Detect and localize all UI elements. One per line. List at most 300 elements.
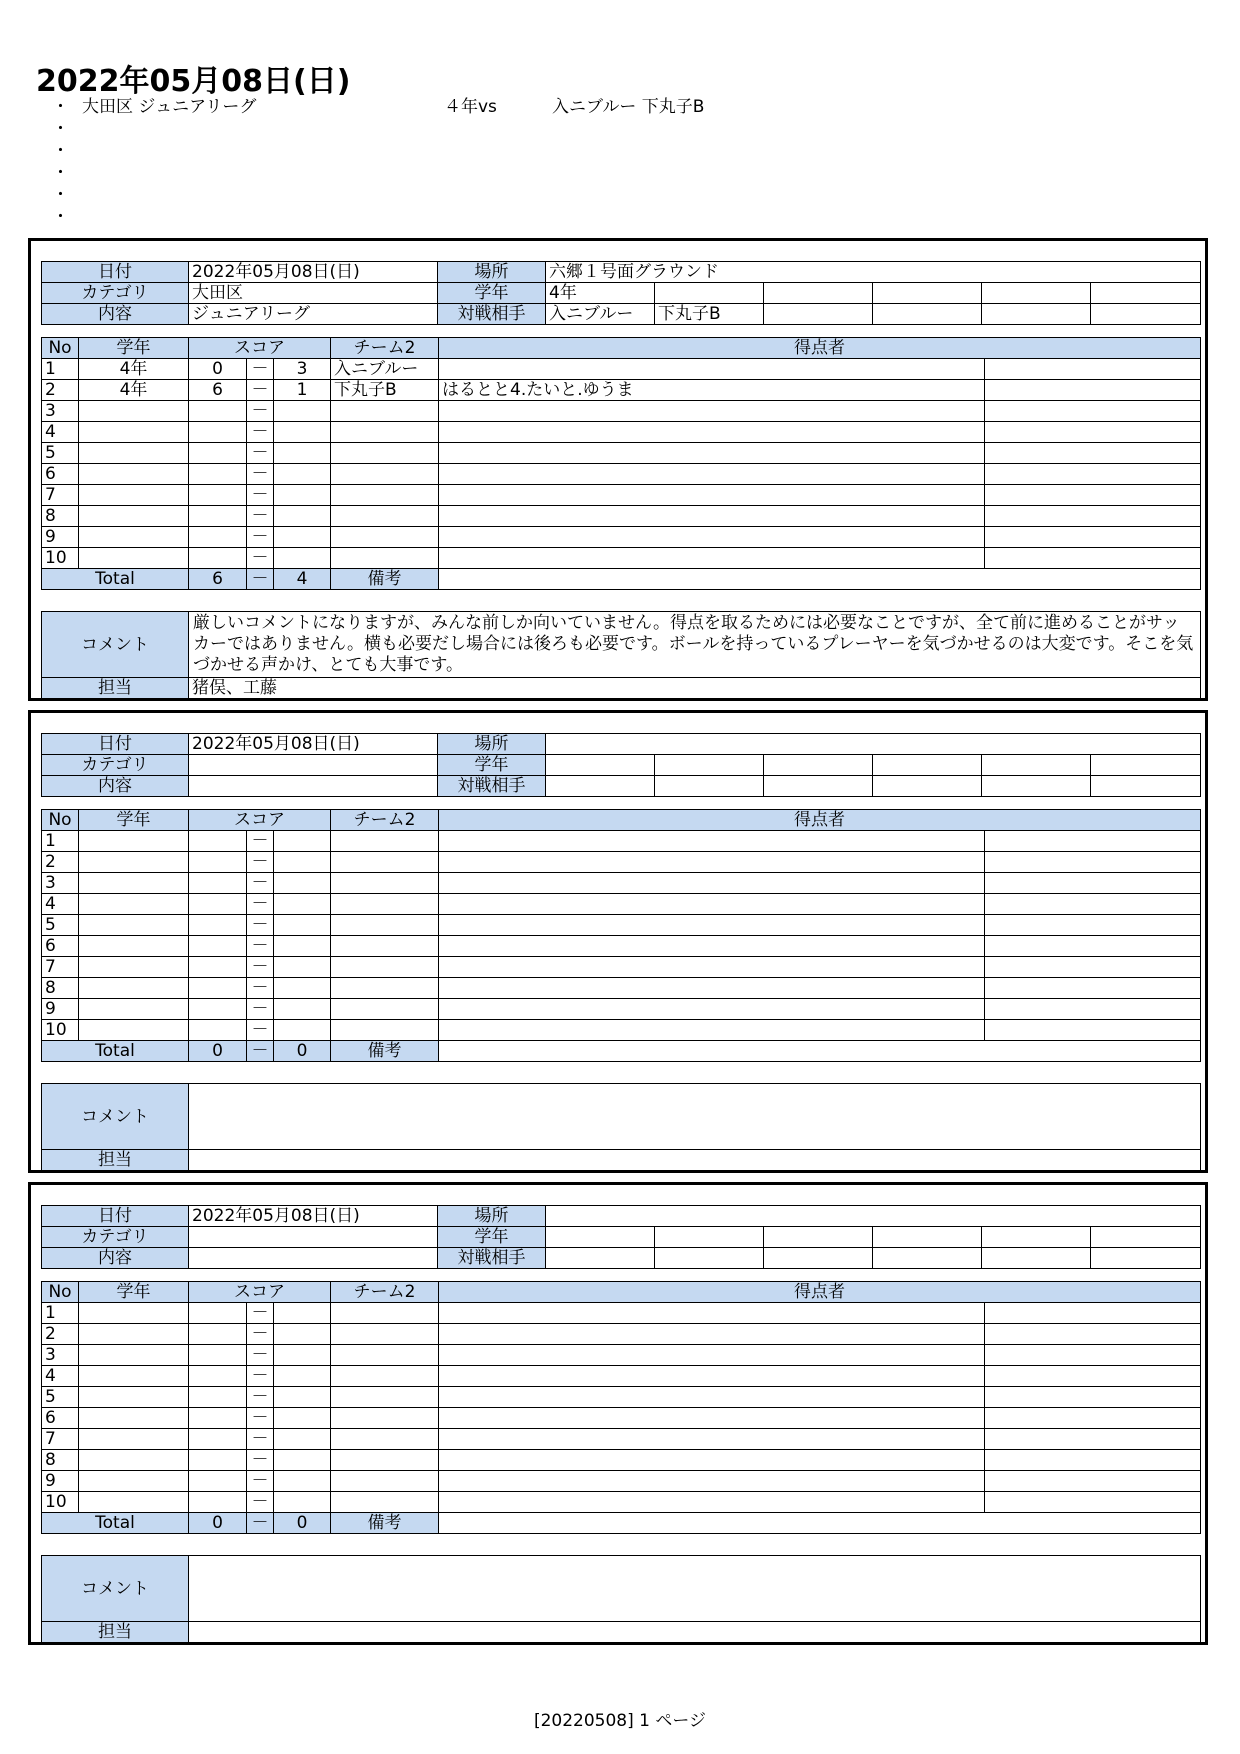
row-score-dash: －	[247, 422, 274, 443]
row-extra	[985, 1387, 1201, 1408]
row-score-dash: －	[247, 852, 274, 873]
staff-label: 担当	[42, 1150, 189, 1171]
remarks-label: 備考	[331, 1041, 439, 1062]
grade-cell	[873, 1227, 982, 1248]
row-score-home	[189, 852, 247, 873]
opponent-label: 対戦相手	[438, 1248, 546, 1269]
row-score-away: 1	[274, 380, 331, 401]
row-extra	[985, 527, 1201, 548]
row-scorer	[439, 422, 985, 443]
row-score-home	[189, 1450, 247, 1471]
content-value: ジュニアリーグ	[189, 304, 438, 325]
row-extra	[985, 506, 1201, 527]
row-grade	[79, 1020, 189, 1041]
row-team2	[331, 894, 439, 915]
no-header: No	[42, 338, 79, 359]
row-extra	[985, 380, 1201, 401]
table-row	[42, 1450, 1201, 1471]
grade-cell	[873, 755, 982, 776]
row-grade	[79, 1429, 189, 1450]
page-footer: [20220508] 1 ページ	[533, 1711, 707, 1731]
place-label: 場所	[438, 262, 546, 283]
row-score-away	[274, 1020, 331, 1041]
row-score-home: 0	[189, 359, 247, 380]
row-extra	[985, 1345, 1201, 1366]
row-score-dash: －	[247, 1387, 274, 1408]
row-score-dash: －	[247, 978, 274, 999]
row-grade	[79, 1450, 189, 1471]
row-score-dash: －	[247, 443, 274, 464]
row-score-away	[274, 548, 331, 569]
row-no: 5	[42, 443, 79, 464]
table-row	[42, 1303, 1201, 1324]
grade-label: 学年	[438, 755, 546, 776]
row-grade	[79, 485, 189, 506]
table-row	[42, 831, 1201, 852]
row-score-away	[274, 443, 331, 464]
row-team2	[331, 873, 439, 894]
row-score-away	[274, 873, 331, 894]
row-score-home	[189, 831, 247, 852]
row-scorer	[439, 957, 985, 978]
row-scorer	[439, 401, 985, 422]
table-row	[42, 873, 1201, 894]
row-team2	[331, 464, 439, 485]
row-extra	[985, 359, 1201, 380]
total-away: 0	[274, 1513, 331, 1534]
table-row	[42, 894, 1201, 915]
place-value: 六郷１号面グラウンド	[546, 262, 1201, 283]
row-score-away	[274, 485, 331, 506]
table-row	[42, 999, 1201, 1020]
row-extra	[985, 999, 1201, 1020]
category-label: カテゴリ	[42, 1227, 189, 1248]
comment-text: 厳しいコメントになりますが、みんな前しか向いていません。得点を取るためには必要なことですが、全て前に進めることがサッカーではありません。横も必要だし場合には後ろも必要です。ボールを持っているプレーヤーを気づかせるのは大変です。そこを気づかせる声かけ、とても大事です。	[189, 612, 1201, 678]
row-extra	[985, 485, 1201, 506]
row-score-dash: －	[247, 527, 274, 548]
row-score-away	[274, 464, 331, 485]
scorer-header: 得点者	[439, 1282, 1201, 1303]
row-scorer	[439, 1450, 985, 1471]
row-score-dash: －	[247, 1303, 274, 1324]
row-score-dash: －	[247, 915, 274, 936]
row-score-home	[189, 873, 247, 894]
row-score-away	[274, 422, 331, 443]
row-scorer	[439, 1303, 985, 1324]
row-extra	[985, 401, 1201, 422]
row-team2	[331, 1303, 439, 1324]
row-score-away	[274, 1471, 331, 1492]
row-score-away	[274, 401, 331, 422]
opponent-cell	[1091, 776, 1201, 797]
row-scorer	[439, 464, 985, 485]
staff-label: 担当	[42, 678, 189, 699]
grade-header: 学年	[79, 1282, 189, 1303]
row-no: 6	[42, 464, 79, 485]
opponent-cell	[982, 776, 1091, 797]
row-score-home	[189, 999, 247, 1020]
row-score-dash: －	[247, 380, 274, 401]
row-grade	[79, 422, 189, 443]
row-no: 10	[42, 1492, 79, 1513]
row-scorer	[439, 1429, 985, 1450]
table-row	[42, 401, 1201, 422]
row-extra	[985, 1408, 1201, 1429]
row-grade	[79, 1345, 189, 1366]
row-team2	[331, 1408, 439, 1429]
row-team2	[331, 422, 439, 443]
row-grade	[79, 1324, 189, 1345]
row-grade	[79, 936, 189, 957]
grade-cell	[764, 1227, 873, 1248]
row-grade	[79, 873, 189, 894]
comment-text	[189, 1556, 1201, 1622]
table-row	[42, 1387, 1201, 1408]
row-scorer	[439, 978, 985, 999]
row-score-away	[274, 527, 331, 548]
row-team2	[331, 831, 439, 852]
remarks-value	[439, 1041, 1201, 1062]
row-team2	[331, 852, 439, 873]
total-label: Total	[42, 1041, 189, 1062]
grade-cell	[982, 1227, 1091, 1248]
opponent-value	[655, 1248, 764, 1269]
row-score-dash: －	[247, 548, 274, 569]
row-score-away	[274, 957, 331, 978]
row-no: 4	[42, 894, 79, 915]
match-info-table	[41, 261, 1201, 325]
table-row	[42, 422, 1201, 443]
row-score-home	[189, 1408, 247, 1429]
row-extra	[985, 1492, 1201, 1513]
match-info-table	[41, 1205, 1201, 1269]
row-team2	[331, 1366, 439, 1387]
row-score-dash: －	[247, 1492, 274, 1513]
row-scorer	[439, 936, 985, 957]
row-score-home	[189, 422, 247, 443]
row-no: 6	[42, 1408, 79, 1429]
grade-label: 学年	[438, 1227, 546, 1248]
results-table	[41, 337, 1201, 590]
row-no: 3	[42, 1345, 79, 1366]
row-extra	[985, 464, 1201, 485]
row-no: 8	[42, 978, 79, 999]
row-score-dash: －	[247, 1471, 274, 1492]
comment-label: コメント	[42, 1556, 189, 1622]
row-scorer	[439, 852, 985, 873]
grade-cell	[764, 755, 873, 776]
summary-league: 大田区 ジュニアリーグ	[82, 97, 257, 117]
total-dash: －	[247, 1513, 274, 1534]
row-no: 1	[42, 831, 79, 852]
row-grade: 4年	[79, 359, 189, 380]
row-extra	[985, 873, 1201, 894]
comment-text	[189, 1084, 1201, 1150]
grade-cell	[655, 1227, 764, 1248]
row-no: 4	[42, 422, 79, 443]
remarks-value	[439, 1513, 1201, 1534]
row-scorer	[439, 1492, 985, 1513]
row-score-dash: －	[247, 506, 274, 527]
row-scorer	[439, 485, 985, 506]
opponent-cell	[873, 1248, 982, 1269]
table-row	[42, 1020, 1201, 1041]
bullet: ・	[52, 141, 69, 161]
bullet: ・	[52, 119, 69, 139]
summary-grade: ４年vs	[444, 97, 497, 117]
row-grade	[79, 1387, 189, 1408]
no-header: No	[42, 810, 79, 831]
place-label: 場所	[438, 734, 546, 755]
row-grade	[79, 1492, 189, 1513]
row-score-away	[274, 999, 331, 1020]
row-team2	[331, 957, 439, 978]
grade-value: 4年	[546, 283, 655, 304]
row-extra	[985, 1450, 1201, 1471]
row-no: 10	[42, 1020, 79, 1041]
comment-table	[41, 611, 1201, 699]
row-score-dash: －	[247, 999, 274, 1020]
row-grade	[79, 1303, 189, 1324]
table-row	[42, 380, 1201, 401]
row-team2	[331, 443, 439, 464]
row-grade	[79, 1471, 189, 1492]
row-no: 3	[42, 401, 79, 422]
row-extra	[985, 831, 1201, 852]
row-no: 9	[42, 1471, 79, 1492]
category-value	[189, 1227, 438, 1248]
opponent-cell	[764, 304, 873, 325]
row-scorer	[439, 1345, 985, 1366]
results-table	[41, 809, 1201, 1062]
grade-cell	[764, 283, 873, 304]
row-team2	[331, 999, 439, 1020]
row-grade	[79, 1408, 189, 1429]
row-extra	[985, 443, 1201, 464]
no-header: No	[42, 1282, 79, 1303]
row-no: 5	[42, 1387, 79, 1408]
row-score-dash: －	[247, 401, 274, 422]
record-block	[28, 710, 1208, 1173]
row-score-away	[274, 506, 331, 527]
staff-label: 担当	[42, 1622, 189, 1643]
row-score-dash: －	[247, 464, 274, 485]
remarks-value	[439, 569, 1201, 590]
total-label: Total	[42, 1513, 189, 1534]
row-scorer	[439, 1408, 985, 1429]
row-no: 1	[42, 359, 79, 380]
grade-cell	[982, 283, 1091, 304]
row-score-home	[189, 1020, 247, 1041]
row-scorer: はるとと4.たいと.ゆうま	[439, 380, 985, 401]
row-extra	[985, 1429, 1201, 1450]
row-team2	[331, 1020, 439, 1041]
row-grade	[79, 852, 189, 873]
team2-header: チーム2	[331, 810, 439, 831]
row-team2: 入ニブルー	[331, 359, 439, 380]
table-row	[42, 1366, 1201, 1387]
row-no: 3	[42, 873, 79, 894]
bullet: ・	[52, 163, 69, 183]
category-value: 大田区	[189, 283, 438, 304]
row-grade: 4年	[79, 380, 189, 401]
row-no: 7	[42, 1429, 79, 1450]
row-grade	[79, 443, 189, 464]
row-score-away	[274, 1429, 331, 1450]
row-score-away	[274, 1387, 331, 1408]
row-scorer	[439, 894, 985, 915]
staff-value	[189, 1622, 1201, 1643]
row-extra	[985, 936, 1201, 957]
row-score-home	[189, 957, 247, 978]
row-team2	[331, 506, 439, 527]
row-score-dash: －	[247, 359, 274, 380]
row-team2	[331, 1345, 439, 1366]
row-scorer	[439, 915, 985, 936]
opponent-cell	[982, 304, 1091, 325]
row-score-home	[189, 1492, 247, 1513]
row-score-home	[189, 1387, 247, 1408]
table-row	[42, 464, 1201, 485]
table-row	[42, 548, 1201, 569]
row-no: 2	[42, 852, 79, 873]
row-score-home	[189, 1429, 247, 1450]
category-label: カテゴリ	[42, 755, 189, 776]
row-score-away	[274, 1366, 331, 1387]
row-score-dash: －	[247, 873, 274, 894]
comment-label: コメント	[42, 1084, 189, 1150]
row-score-home	[189, 936, 247, 957]
row-scorer	[439, 873, 985, 894]
row-score-dash: －	[247, 1429, 274, 1450]
row-team2	[331, 548, 439, 569]
row-grade	[79, 1366, 189, 1387]
table-row	[42, 359, 1201, 380]
row-grade	[79, 464, 189, 485]
date-label: 日付	[42, 734, 189, 755]
grade-value	[546, 1227, 655, 1248]
grade-cell	[655, 755, 764, 776]
comment-table	[41, 1555, 1201, 1643]
row-score-home	[189, 401, 247, 422]
row-grade	[79, 506, 189, 527]
row-team2	[331, 936, 439, 957]
row-score-dash: －	[247, 1345, 274, 1366]
date-label: 日付	[42, 1206, 189, 1227]
row-score-dash: －	[247, 1020, 274, 1041]
row-no: 8	[42, 1450, 79, 1471]
row-score-home	[189, 1366, 247, 1387]
row-extra	[985, 1324, 1201, 1345]
row-score-home	[189, 1345, 247, 1366]
grade-cell	[873, 283, 982, 304]
row-scorer	[439, 1366, 985, 1387]
remarks-label: 備考	[331, 569, 439, 590]
table-row	[42, 852, 1201, 873]
row-score-dash: －	[247, 485, 274, 506]
grade-value	[546, 755, 655, 776]
opponent-cell	[982, 1248, 1091, 1269]
row-score-home	[189, 978, 247, 999]
team2-header: チーム2	[331, 338, 439, 359]
opponent-cell	[873, 304, 982, 325]
opponent-value	[546, 1248, 655, 1269]
row-scorer	[439, 831, 985, 852]
score-header: スコア	[189, 1282, 331, 1303]
date-value: 2022年05月08日(日)	[189, 262, 438, 283]
comment-label: コメント	[42, 612, 189, 678]
row-score-dash: －	[247, 894, 274, 915]
table-row	[42, 936, 1201, 957]
place-label: 場所	[438, 1206, 546, 1227]
row-score-dash: －	[247, 957, 274, 978]
opponent-value	[655, 776, 764, 797]
row-score-home	[189, 443, 247, 464]
row-extra	[985, 894, 1201, 915]
row-extra	[985, 1303, 1201, 1324]
table-row	[42, 1345, 1201, 1366]
row-extra	[985, 915, 1201, 936]
row-team2	[331, 527, 439, 548]
row-scorer	[439, 999, 985, 1020]
row-no: 7	[42, 485, 79, 506]
row-grade	[79, 548, 189, 569]
record-block	[28, 238, 1208, 701]
grade-cell	[1091, 283, 1201, 304]
scorer-header: 得点者	[439, 810, 1201, 831]
table-row	[42, 527, 1201, 548]
bullet: ・	[52, 207, 69, 227]
row-extra	[985, 1020, 1201, 1041]
row-score-away	[274, 1303, 331, 1324]
row-scorer	[439, 1020, 985, 1041]
row-no: 9	[42, 999, 79, 1020]
total-label: Total	[42, 569, 189, 590]
content-value	[189, 776, 438, 797]
bullet: ・	[52, 185, 69, 205]
row-score-away	[274, 1492, 331, 1513]
date-value: 2022年05月08日(日)	[189, 1206, 438, 1227]
grade-cell	[982, 755, 1091, 776]
row-team2	[331, 1429, 439, 1450]
row-scorer	[439, 443, 985, 464]
results-table	[41, 1281, 1201, 1534]
total-dash: －	[247, 569, 274, 590]
row-no: 2	[42, 1324, 79, 1345]
page-title: 2022年05月08日(日)	[36, 64, 351, 99]
row-score-dash: －	[247, 831, 274, 852]
score-header: スコア	[189, 810, 331, 831]
comment-table	[41, 1083, 1201, 1171]
grade-cell	[655, 283, 764, 304]
score-header: スコア	[189, 338, 331, 359]
row-score-away	[274, 1450, 331, 1471]
row-extra	[985, 957, 1201, 978]
row-score-dash: －	[247, 1450, 274, 1471]
total-away: 4	[274, 569, 331, 590]
scorer-header: 得点者	[439, 338, 1201, 359]
category-label: カテゴリ	[42, 283, 189, 304]
row-no: 5	[42, 915, 79, 936]
category-value	[189, 755, 438, 776]
row-team2: 下丸子B	[331, 380, 439, 401]
date-label: 日付	[42, 262, 189, 283]
row-score-home	[189, 548, 247, 569]
table-row	[42, 506, 1201, 527]
opponent-cell	[764, 1248, 873, 1269]
table-row	[42, 443, 1201, 464]
bullet: ・	[52, 97, 69, 117]
